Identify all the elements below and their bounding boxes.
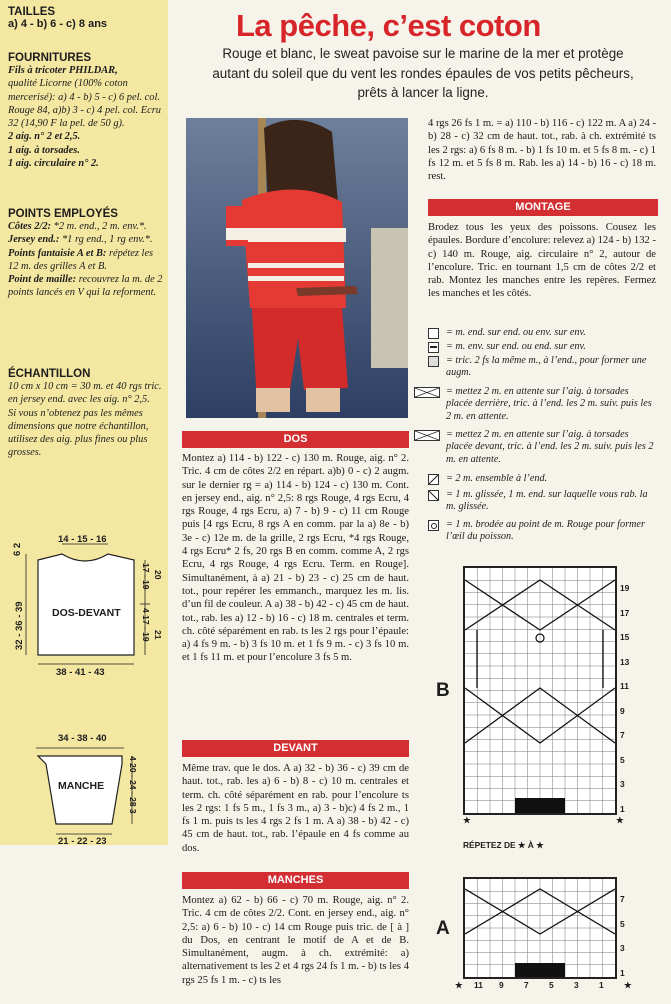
grid-a-row-number: 3 [620, 943, 625, 953]
grid-b-row-number: 9 [620, 705, 625, 716]
supplies-yarn: Fils à tricoter PHILDAR, [8, 65, 118, 76]
slip-icon [428, 490, 439, 501]
grid-a-star-right: ★ [624, 980, 632, 990]
supplies-circular-needle: 1 aig. circulaire n° 2. [8, 158, 99, 170]
section-montage-heading: MONTAGE [428, 199, 658, 216]
cable-back-icon [414, 387, 440, 398]
grid-a-row-number: 5 [620, 918, 625, 929]
grid-b-row-number: 7 [620, 730, 625, 740]
sizes-text: a) 4 - b) 6 - c) 8 ans [8, 18, 108, 30]
legend-item [446, 355, 656, 380]
increase-square-icon [428, 356, 439, 367]
legend-text: = 1 m. glissée, 1 m. end. sur laquelle vous rab. la m. glissée. [446, 489, 648, 513]
supplies-heading: FOURNITURES [8, 52, 92, 64]
grid-a-chart [463, 877, 617, 979]
legend-item [446, 429, 656, 466]
legend-text: = m. env. sur end. ou end. sur env. [446, 341, 586, 352]
body-outline-drawing [0, 530, 168, 680]
section-manches-text: Montez a) 62 - b) 66 - c) 70 m. Rouge, aig. n° 2. Tric. 4 cm de côtes 2/2. Cont. en jersey end., aig. n° 2,5: a) 6 - b) 10 - c) 14 cm Rouge puis tric. de [ à ] du Dos, en centrant le motif de A et de B. Simultanément, augm. à ch. extrémité: a) alternativement ts les 2 et 4 rgs 24 fs 1 m. - b) ts les 4 rgs 25 fs 1 m. - c) ts les [182, 895, 409, 986]
legend-text: = 1 m. brodée au point de m. Rouge pour former l’œil du poisson. [446, 519, 645, 543]
grid-b-row-number: 3 [620, 779, 625, 789]
body-piece-label: DOS-DEVANT [52, 607, 121, 619]
sleeve-piece-label: MANCHE [58, 780, 105, 792]
grid-a-column-number: 11 [474, 980, 483, 990]
legend-text: = 2 m. ensemble à l’end. [446, 473, 548, 484]
article-intro: Rouge et blanc, le sweat pavoise sur le marine de la mer et protège autant du soleil que du vent les rondes épaules de vos petits pêcheurs, prêts à lancer la ligne. [212, 46, 634, 100]
child-photo [186, 118, 408, 418]
grid-b-row-number: 15 [620, 632, 630, 642]
dash-square-icon [428, 342, 439, 353]
legend-text: = mettez 2 m. en attente sur l’aig. à torsades placée derrière, tric. à l’end. les 2 m. suiv. puis les 2 m. en attente. [446, 386, 652, 422]
grid-a-label: A [436, 918, 450, 939]
gauge-block [8, 368, 164, 460]
stitch-duplicate-text: recouvrez la m. de 2 points lancés en V qui la reforment. [8, 274, 163, 299]
grid-b-row-number: 13 [620, 656, 630, 667]
sizes-heading: TAILLES [8, 6, 56, 18]
grid-a-column-number: 1 [599, 980, 604, 990]
sidebar [0, 0, 168, 845]
section-manches-heading: MANCHES [182, 872, 409, 889]
grid-b-row-number: 19 [620, 583, 630, 593]
legend-text: = tric. 2 fs la même m., à l’end., pour former une augm. [446, 355, 647, 379]
stitch-rib-text: *2 m. end., 2 m. env.*. [53, 221, 147, 232]
grid-a-column-number: 7 [524, 980, 529, 990]
body-side-measure: 4 17 - 19 [141, 608, 151, 642]
supplies-cable-needle: 1 aig. à torsades. [8, 144, 80, 156]
section-devant-text: Même trav. que le dos. A a) 32 - b) 36 - c) 39 cm de haut. tot., rab. les a) 6 - b) 8 - c) 10 m. centrales et term. ch. côté séparément en rab. pour l’encolure ts les 2 rgs: 1 fs 5 m., 1 fs 3 m., a) 3 - b)c) 4 fs 2 m., 1 fs 1 m. puis ts les 4 rgs 2 fs 1 m. A a) 38 - b) 42 - c) 45 cm de haut. tot., rab. l’épaule en 4 fs comme au dos. [182, 763, 409, 854]
legend-item [446, 327, 656, 339]
legend-item [446, 489, 656, 514]
grid-b-row-number: 5 [620, 754, 625, 765]
eye-icon [428, 520, 439, 531]
legend-item [446, 386, 656, 423]
section-dos-text: Montez a) 114 - b) 122 - c) 130 m. Rouge, aig. n° 2. Tric. 4 cm de côtes 2/2 en répart. a)b) 0 - c) 2 augm. sur le dernier rg = a) 114 - b) 124 - c) 130 m. Cont. en jersey end., aig. n° 2,5: 8 rgs Rouge, 4 rgs Ecru, 4 rgs Rouge, 4 rgs Ecru, a) 7 - b) 9 - c) 11 cm Rouge puis [4 rgs Ecru, 8 rgs A en comm. par la a) 8e - b) 3e - c) 12e m. de la grille, 2 rgs Ecru, *4 rgs Rouge, 4 rgs Ecru* 2 fs, 20 rgs B en comm. comme A, 2 rgs Ecru, 4 rgs Rouge, 4 rgs Ecru. Term. en Rouge]. Simultanément, à a) 21 - b) 23 - c) 25 cm de haut. tot., pour repérer les emmanch., marquez les m. lis. d’un fil de couleur. A a) 38 - b) 42 - c) 45 cm de haut. tot., rab. les a) 12 - b) 16 - c) 18 m. centrales et term. ch. côté séparément en rab. ts les 2 rgs pour l’épaule: a) 4 fs 9 m. - b) 3 fs 10 m. et 1 fs 9 m. - c) 3 fs 10 m. et 1 fs 11 m. et pour l’encolure 3 fs 5 m. [182, 453, 409, 664]
section-dos-heading: DOS [182, 431, 409, 448]
supplies-detail: qualité Licorne (100% coton mercerisé): a) 4 - b) 5 - c) 6 pel. col. Rouge 84, a)b) 3 - c) 4 pel. col. Ecru 32 (14,90 F la pel. de 50 g). [8, 78, 161, 130]
grid-b-row-number: 1 [620, 803, 625, 814]
grid-b-repeat-note: RÉPETEZ DE ★ À ★ [463, 840, 544, 850]
sleeve-schematic [0, 728, 168, 848]
k2tog-icon [428, 474, 439, 485]
body-side-measure-c: 21 [153, 630, 163, 640]
grid-b-drawing [465, 568, 615, 813]
gauge-note: Si vous n’obtenez pas les mêmes dimensions que notre échantillon, utilisez des aig. plus fines ou plus grosses. [8, 407, 149, 459]
body-armhole-measure: 17 - 19 [141, 563, 151, 590]
grid-b-label: B [436, 680, 450, 701]
grid-b-row-number: 11 [620, 681, 629, 691]
body-top-measure: 14 - 15 - 16 [58, 534, 107, 545]
legend-text: = mettez 2 m. en attente sur l’aig. à torsades placée devant, tric. à l’end. les 2 m. suiv. puis les 2 m. en attente. [446, 429, 654, 465]
grid-b-star-right: ★ [616, 815, 624, 825]
sleeve-top-measure: 34 - 38 - 40 [58, 733, 107, 744]
grid-a-star-left: ★ [455, 980, 463, 990]
legend-item [446, 519, 656, 544]
body-left-top-measure: 6 2 [12, 542, 23, 556]
stitch-jersey-text: *1 rg end., 1 rg env.*. [61, 234, 153, 246]
grid-a-row-number: 1 [620, 967, 625, 978]
grid-a-row-number: 7 [620, 894, 625, 904]
body-height-measure: 32 - 36 - 39 [14, 601, 25, 650]
legend-text: = m. end. sur end. ou env. sur env. [446, 327, 586, 338]
section-manches-continued: 4 rgs 26 fs 1 m. = a) 110 - b) 116 - c) 122 m. A a) 24 - b) 28 - c) 32 cm de haut. tot., rab. à ch. extrémité ts les 2 rgs: a) 6 fs 8 m. - b) 1 fs 10 m. et 5 fs 8 m. - c) 1 fs 12 m. et 5 fs 8 m. Rab. les a) 14 - b) 16 - c) 18 m. rest. [428, 118, 656, 183]
grid-a-drawing [465, 879, 615, 977]
stitch-fancy-text: répétez les 12 m. des grilles A et B. [8, 247, 154, 272]
child-photo-drawing [186, 118, 408, 418]
stitch-jersey-name: Jersey end.: [8, 234, 60, 246]
body-armhole-measure-c: 20 [153, 570, 163, 580]
sleeve-height-measure: 4 20 - 24 - 28 3 [128, 756, 138, 814]
stitch-fancy-name: Points fantaisie A et B: [8, 247, 107, 259]
gauge-heading: ÉCHANTILLON [8, 368, 91, 380]
grid-b-star-left: ★ [463, 815, 471, 825]
section-montage-text: Brodez tous les yeux des poissons. Cousez les épaules. Bordure d’encolure: relevez a) 124 - b) 132 - c) 140 m. Rouge, aig. circulaire n° 2, autour de l’encolure. Tric. en tournant 1,5 cm de côtes 2/2 et rab. Montez les manches entre les repères. Fermez les manches et les côtés. [428, 222, 656, 300]
supplies-block [8, 52, 164, 170]
grid-b-row-number: 17 [620, 607, 630, 618]
body-schematic [0, 530, 168, 680]
sleeve-cuff-measure: 21 - 22 - 23 [58, 836, 107, 847]
legend-item [446, 341, 656, 353]
stitches-heading: POINTS EMPLOYÉS [8, 208, 118, 220]
supplies-needles: 2 aig. n° 2 et 2,5. [8, 131, 81, 143]
stitches-block [8, 208, 164, 300]
grid-a-column-number: 5 [549, 980, 554, 990]
stitch-duplicate-name: Point de maille: [8, 274, 77, 286]
cable-front-icon [414, 430, 440, 441]
article-title: La pêche, c’est coton [236, 8, 541, 43]
legend-item [446, 473, 656, 485]
empty-square-icon [428, 328, 439, 339]
gauge-text: 10 cm x 10 cm = 30 m. et 40 rgs tric. en jersey end. avec les aig. n° 2,5. [8, 381, 162, 406]
section-devant-heading: DEVANT [182, 740, 409, 757]
stitch-rib-name: Côtes 2/2: [8, 221, 52, 232]
sizes-block [8, 6, 164, 31]
grid-a-column-number: 3 [574, 980, 579, 990]
grid-a-column-number: 9 [499, 980, 504, 990]
body-width-measure: 38 - 41 - 43 [56, 667, 105, 678]
grid-b-chart [463, 566, 617, 815]
